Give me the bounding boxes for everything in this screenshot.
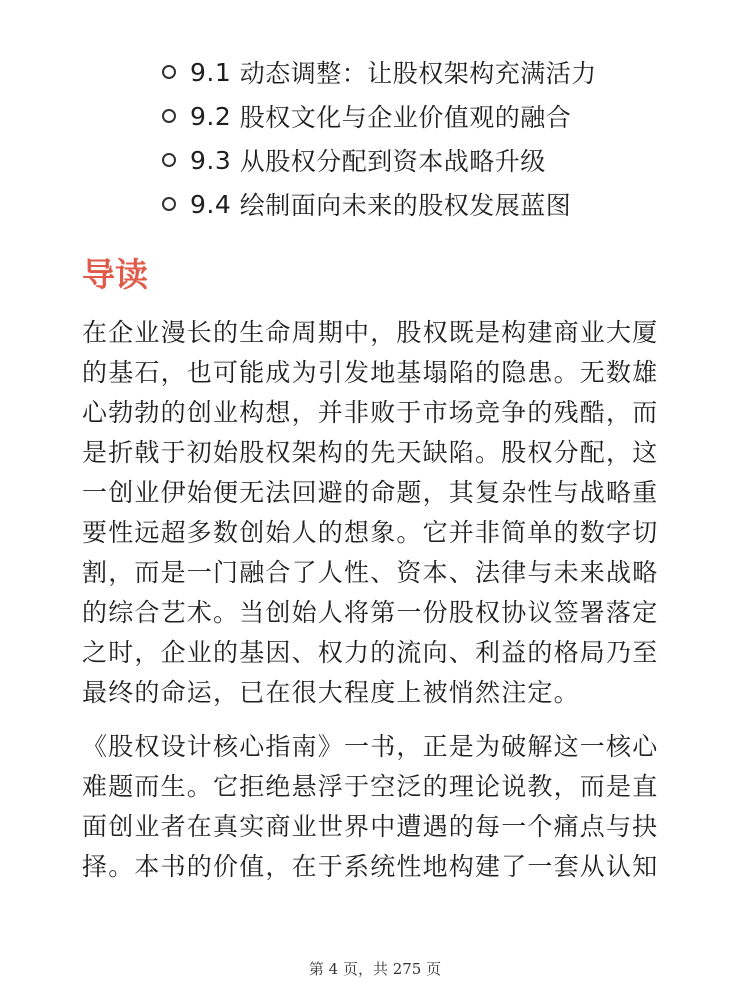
circle-bullet-icon: [162, 153, 176, 167]
circle-bullet-icon: [162, 109, 176, 123]
toc-item-number: 9.3: [190, 145, 232, 175]
toc-item-title: 股权文化与企业价值观的融合: [239, 103, 572, 132]
body-paragraph: 《股权设计核心指南》一书，正是为破解这一核心难题而生。它拒绝悬浮于空泛的理论说教，而是直面创业者在真实商业世界中遭遇的每一个痛点与抉择。本书的价值，在于系统性地构建了一套从认知: [82, 732, 659, 881]
body-paragraph: 在企业漫长的生命周期中，股权既是构建商业大厦的基石，也可能成为引发地基塌陷的隐患。无数雄心勃勃的创业构想，并非败于市场竞争的残酷，而是折戟于初始股权架构的先天缺陷。股权分配，这一创业伊始便无法回避的命题，其复杂性与战略重要性远超多数创始人的想象。它并非简单的数字切割，而是一门融合了人性、资本、法律与未来战略的综合艺术。当创始人将第一份股权协议签署落定之时，企业的基因、权力的流向、利益的格局乃至最终的命运，已在很大程度上被悄然注定。: [82, 318, 659, 707]
toc-item-number: 9.2: [190, 101, 232, 131]
toc-item[interactable]: [162, 50, 597, 94]
section-heading: 导读: [82, 255, 148, 294]
circle-bullet-icon: [162, 197, 176, 211]
page-number-footer: 第 4 页，共 275 页: [308, 960, 442, 978]
toc-item-title: 动态调整：让股权架构充满活力: [239, 59, 597, 88]
toc-item-title: 绘制面向未来的股权发展蓝图: [239, 191, 572, 220]
toc-item-number: 9.4: [190, 189, 232, 219]
toc-item[interactable]: [162, 182, 597, 226]
toc-list: [162, 50, 597, 226]
toc-item[interactable]: [162, 94, 597, 138]
circle-bullet-icon: [162, 65, 176, 79]
toc-item[interactable]: [162, 138, 597, 182]
toc-item-title: 从股权分配到资本战略升级: [239, 147, 546, 176]
toc-item-number: 9.1: [190, 57, 232, 87]
